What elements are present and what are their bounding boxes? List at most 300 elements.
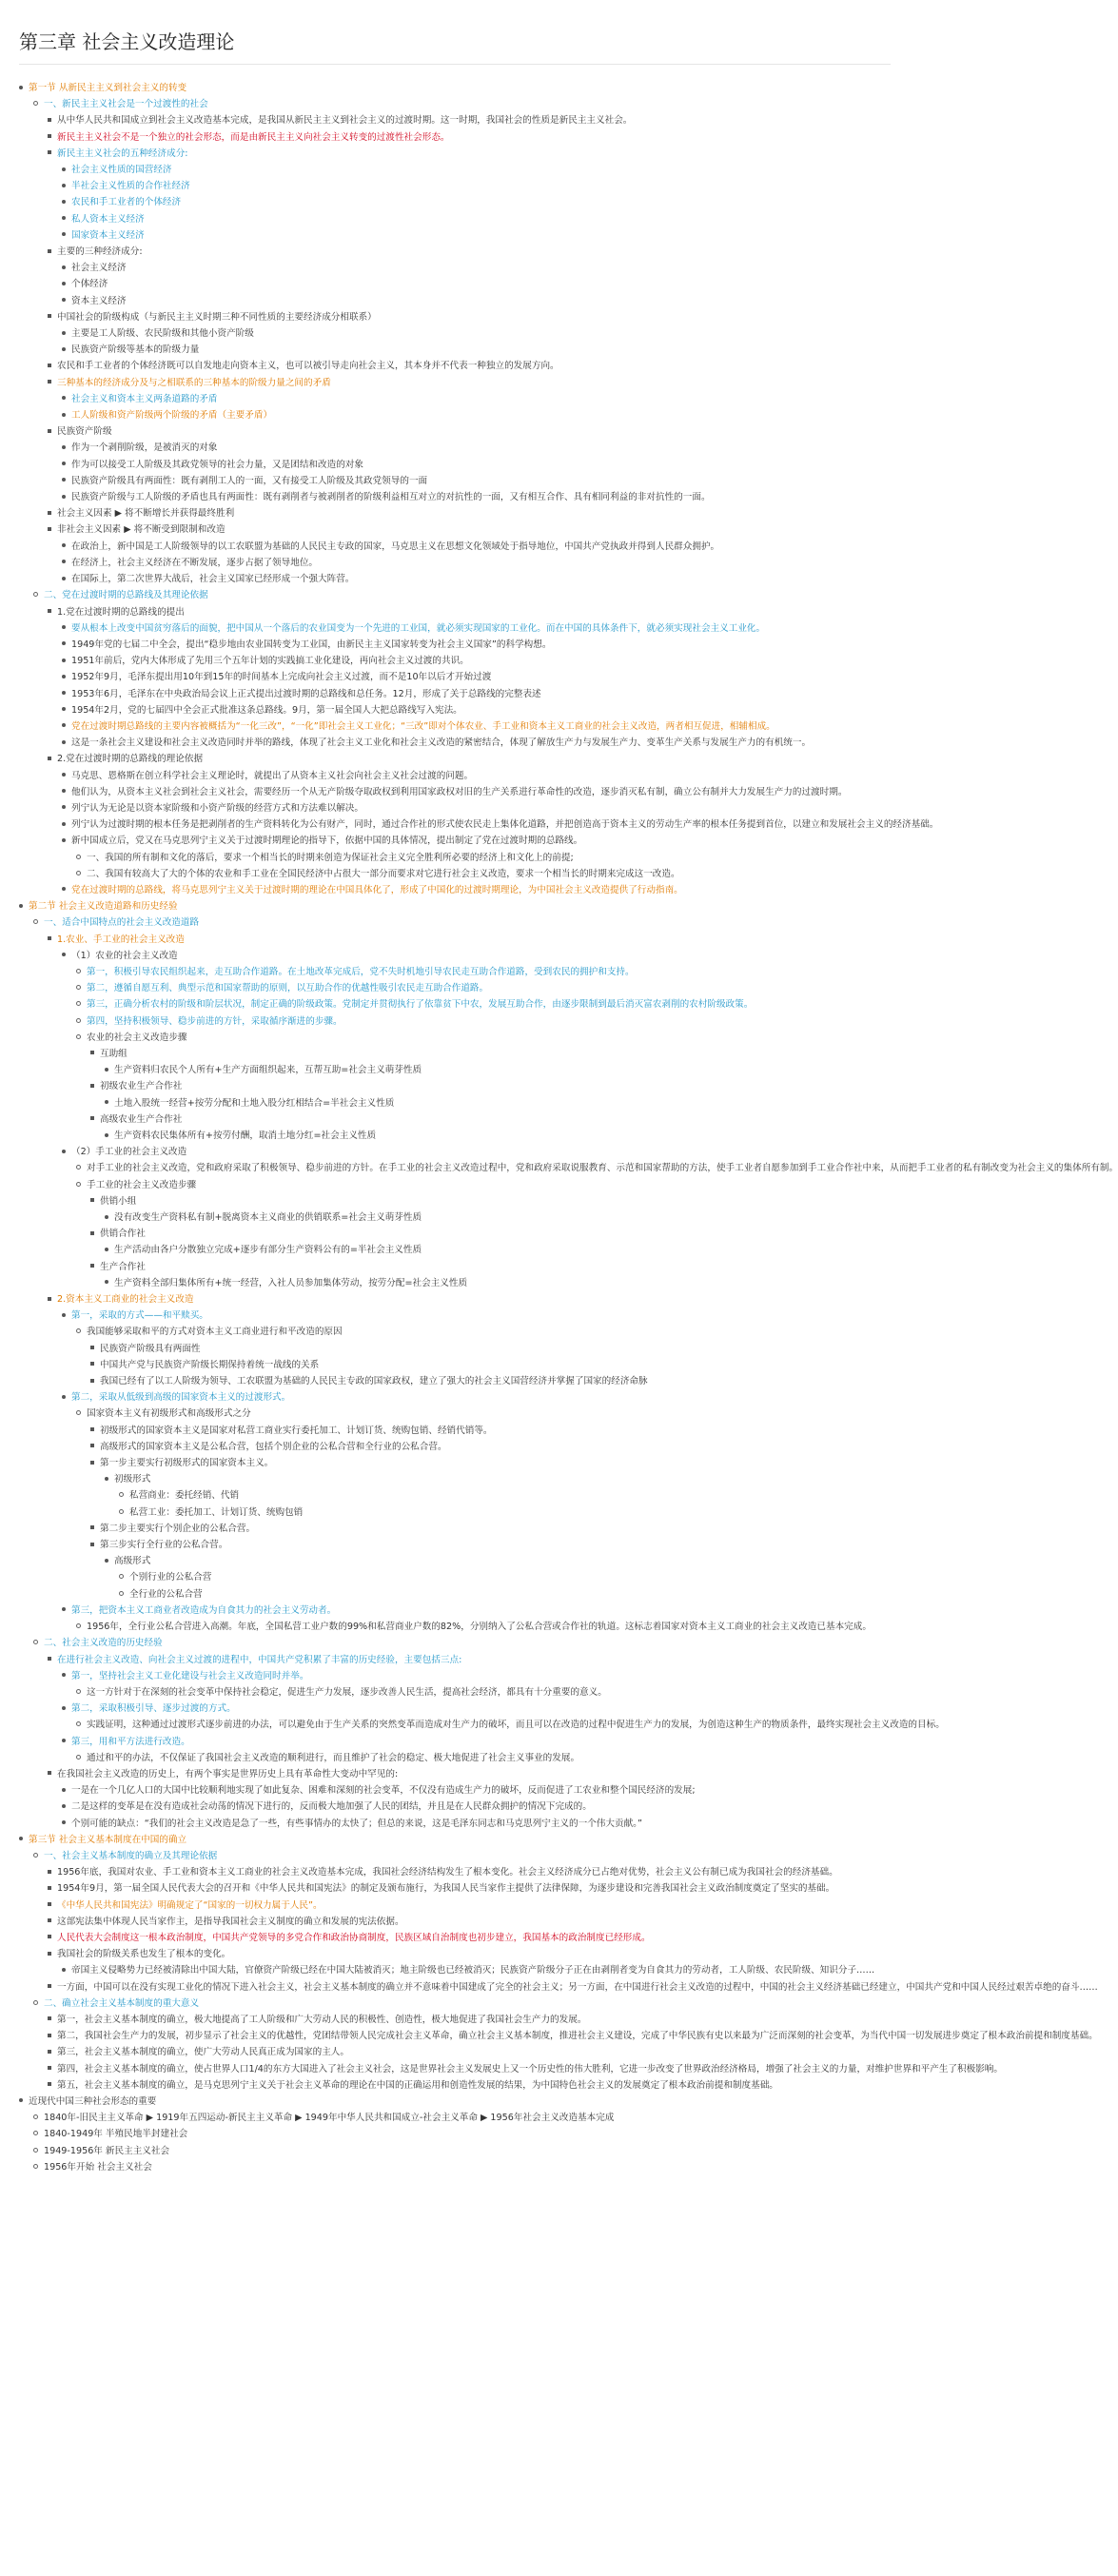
bullet-icon (62, 543, 66, 547)
outline-node[interactable] (76, 1717, 945, 1733)
outline-node[interactable] (76, 1619, 891, 1635)
bullet-icon (48, 1657, 51, 1661)
outline-text: 民族资产阶级 (57, 426, 112, 438)
outline-node[interactable] (62, 1603, 891, 1635)
bullet-icon (76, 1721, 81, 1726)
outline-node[interactable] (48, 2012, 891, 2028)
outline-node[interactable] (119, 1586, 891, 1603)
outline-row (48, 2012, 891, 2028)
outline-row (62, 162, 891, 178)
outline-text: 工人阶级和资产阶级两个阶级的矛盾（主要矛盾） (71, 410, 273, 422)
outline-text: 第一节 从新民主主义到社会主义的转变 (29, 83, 187, 93)
outline-row (62, 653, 891, 669)
outline-row (48, 1898, 891, 1914)
outline-node[interactable] (48, 2044, 891, 2060)
outline-row (90, 1521, 891, 1537)
outline-node[interactable] (62, 833, 891, 882)
outline-node[interactable] (48, 932, 1118, 1291)
outline-row (62, 1144, 891, 1160)
outline-row (76, 1619, 891, 1635)
outline-node[interactable] (105, 1242, 891, 1258)
outline-node[interactable] (33, 1848, 1098, 1996)
outline-node[interactable] (76, 1684, 891, 1701)
outline-text: 二是这样的变革是在没有造成社会动荡的情况下进行的，反而极大地加强了人民的团结，并且是在人民群众拥护的情况下完成的。 (71, 1801, 592, 1813)
outline-node[interactable] (33, 914, 1118, 1635)
outline-row (62, 407, 891, 423)
outline-node[interactable] (62, 784, 891, 800)
outline-node[interactable] (90, 1226, 891, 1258)
outline-node[interactable] (62, 800, 891, 816)
outline-node[interactable] (62, 702, 891, 718)
outline-row (76, 1160, 1118, 1176)
outline-node[interactable] (48, 358, 891, 374)
outline-node[interactable] (48, 521, 891, 587)
bullet-icon (76, 1182, 81, 1187)
outline-row (19, 1832, 891, 1848)
outline-node[interactable] (33, 1635, 945, 1831)
bullet-icon (19, 904, 23, 908)
bullet-icon (105, 1215, 108, 1219)
bullet-icon (48, 527, 51, 531)
bullet-icon (33, 2131, 38, 2135)
outline-row (48, 1864, 891, 1880)
outline-node[interactable] (90, 1373, 891, 1389)
outline-text: 1949-1956年 新民主主义社会 (44, 2145, 170, 2156)
outline-row (62, 833, 891, 849)
outline-node[interactable] (33, 96, 891, 587)
outline-node[interactable] (48, 751, 939, 898)
outline-node[interactable] (76, 850, 891, 866)
outline-node[interactable] (105, 1471, 891, 1521)
outline-row (48, 146, 891, 162)
outline-node[interactable] (62, 489, 891, 505)
outline-node[interactable] (62, 1962, 891, 1978)
outline-row (62, 489, 891, 505)
bullet-icon (48, 2082, 51, 2086)
outline-node[interactable] (76, 980, 891, 996)
outline-node[interactable] (48, 2028, 1098, 2044)
bullet-icon (76, 1328, 81, 1333)
bullet-icon (62, 1607, 66, 1611)
outline-text: 第三，正确分析农村的阶级和阶层状况，制定正确的阶级政策。党制定并贯彻执行了依靠贫下中农，发展互助合作，由逐步限制到最后消灭富农剥削的农村阶级政策。 (87, 999, 754, 1011)
outline-node[interactable] (105, 1062, 891, 1078)
outline-row (90, 1341, 891, 1357)
outline-text: 第二节 社会主义改造道路和历史经验 (29, 901, 178, 913)
bullet-icon (76, 985, 81, 990)
bullet-icon (48, 1952, 51, 1956)
outline-row (76, 1177, 891, 1193)
bullet-icon (90, 1427, 94, 1431)
outline-node[interactable] (62, 211, 891, 227)
outline-node[interactable] (76, 1324, 891, 1389)
outline-row (119, 1569, 891, 1585)
bullet-icon (48, 249, 51, 253)
outline-node[interactable] (62, 718, 891, 735)
outline-node[interactable] (62, 571, 891, 587)
outline-row (105, 1275, 891, 1291)
outline-node[interactable] (33, 2110, 891, 2126)
outline-children (90, 1242, 891, 1258)
outline-text: 资本主义经济 (71, 295, 127, 306)
outline-text: （2）手工业的社会主义改造 (71, 1147, 187, 1158)
outline-row (76, 850, 891, 866)
outline-children (48, 1668, 945, 1766)
outline-row (62, 784, 891, 800)
outline-row (33, 1848, 891, 1864)
outline-node[interactable] (62, 686, 891, 702)
outline-node[interactable] (19, 898, 1118, 1832)
outline-text: 中国共产党与民族资产阶级长期保持着统一战线的关系 (100, 1359, 320, 1370)
outline-node[interactable] (76, 964, 891, 980)
outline-row (62, 178, 891, 194)
outline-node[interactable] (119, 1569, 891, 1585)
outline-text: 列宁认为无论是以资本家阶级和小资产阶级的经营方式和方法难以解决。 (71, 802, 363, 814)
bullet-icon (48, 1918, 51, 1922)
outline-text: 第三，把资本主义工商业者改造成为自食其力的社会主义劳动者。 (71, 1604, 337, 1616)
outline-node[interactable] (62, 440, 891, 456)
outline-node[interactable] (48, 2077, 891, 2094)
outline-node[interactable] (48, 146, 891, 244)
outline-text: 民族资产阶级等基本的阶级力量 (71, 344, 200, 356)
outline-row (33, 2159, 891, 2175)
outline-node[interactable] (90, 1193, 891, 1226)
outline-text: 农民和手工业者的个体经济既可以自发地走向资本主义，也可以被引导走向社会主义，其本身并不代表一种独立的发展方向。 (57, 361, 559, 372)
outline-children (62, 1717, 945, 1733)
outline-row (62, 1782, 891, 1799)
outline (19, 80, 1118, 2175)
outline-node[interactable] (33, 1996, 1098, 2094)
outline-row (33, 2143, 891, 2159)
outline-text: 新中国成立后，党又在马克思列宁主义关于过渡时期理论的指导下，依据中国的具体情况，提出制定了党在过渡时期的总路线。 (71, 836, 583, 847)
outline-text: 马克思、恩格斯在创立科学社会主义理论时，就提出了从资本主义社会向社会主义社会过渡的问题。 (71, 770, 474, 781)
outline-text: 通过和平的办法，不仅保证了我国社会主义改造的顺利进行，而且维护了社会的稳定、极大地促进了社会主义事业的发展。 (87, 1752, 580, 1763)
outline-row (76, 1750, 891, 1766)
outline-node[interactable] (76, 1177, 891, 1291)
outline-row (90, 1455, 891, 1471)
outline-row (62, 571, 891, 587)
outline-node[interactable] (33, 2143, 891, 2159)
bullet-icon (33, 919, 38, 924)
outline-text: 1956年，全行业公私合营进入高潮。年底，全国私营工业户数的99%和私营商业户数的82%，分别纳入了公私合营或合作社的轨道。这标志着国家对资本主义工商业的社会主义改造已基本完成。 (87, 1622, 872, 1633)
outline-row (76, 996, 891, 1013)
bullet-icon (62, 282, 66, 285)
outline-row (76, 1324, 891, 1340)
outline-row (76, 1684, 891, 1701)
outline-node[interactable] (62, 539, 891, 555)
outline-children (90, 1275, 891, 1291)
outline-text: 1951年前后，党内大体形成了先用三个五年计划的实践搞工业化建设，再向社会主义过渡的共识。 (71, 656, 469, 667)
bullet-icon (48, 134, 51, 138)
outline-node[interactable] (90, 1521, 891, 1537)
outline-node[interactable] (62, 178, 891, 194)
outline-node[interactable] (76, 866, 891, 882)
outline-node[interactable] (62, 735, 891, 751)
outline-text: 1956年底，我国对农业、手工业和资本主义工商业的社会主义改造基本完成，我国社会经济结构发生了根本变化。社会主义经济成分已占绝对优势，社会主义公有制已成为我国社会的经济基础。 (57, 1867, 838, 1878)
outline-children (19, 914, 1118, 1831)
outline-node[interactable] (62, 407, 891, 423)
outline-node[interactable] (90, 1078, 891, 1111)
outline-children (62, 964, 891, 1144)
bullet-icon (48, 380, 51, 383)
outline-node[interactable] (76, 1406, 891, 1602)
outline-node[interactable] (62, 227, 891, 244)
outline-node[interactable] (62, 948, 891, 1144)
outline-text: （1）农业的社会主义改造 (71, 950, 178, 961)
outline-node[interactable] (90, 1537, 891, 1603)
outline-node[interactable] (90, 1439, 891, 1455)
outline-node[interactable] (62, 1799, 891, 1815)
outline-row (105, 1553, 891, 1569)
outline-node[interactable] (90, 1259, 891, 1291)
outline-row (90, 1046, 891, 1062)
outline-children (33, 112, 891, 587)
outline-node[interactable] (48, 2061, 1003, 2077)
outline-node[interactable] (48, 1864, 891, 1880)
outline-node[interactable] (119, 1487, 891, 1504)
outline-row (62, 702, 891, 718)
outline-text: 第二，采取积极引导、逐步过渡的方式。 (71, 1703, 236, 1715)
bullet-icon (62, 773, 66, 777)
outline-text: 三种基本的经济成分及与之相联系的三种基本的阶级力量之间的矛盾 (57, 377, 331, 388)
outline-text: 二、我国有较高大了大的个体的农业和手工业在全国民经济中占很大一部分而要求对它进行社会主义改造，要求一个相当长的时期来完成这一改造。 (87, 868, 680, 879)
bullet-icon (19, 86, 23, 89)
outline-row (48, 1930, 891, 1946)
outline-node[interactable] (62, 1308, 891, 1389)
bullet-icon (62, 1706, 66, 1710)
outline-children (33, 1864, 1098, 1996)
outline-text: 第三，用和平方法进行改造。 (71, 1736, 190, 1747)
outline-node[interactable] (62, 260, 891, 276)
bullet-icon (90, 1084, 94, 1088)
bullet-icon (48, 1984, 51, 1988)
outline-text: 2.资本主义工商业的社会主义改造 (57, 1294, 194, 1306)
outline-children (90, 1209, 891, 1226)
bullet-icon (105, 1559, 108, 1563)
outline-row (90, 1357, 891, 1373)
bullet-icon (33, 1640, 38, 1644)
outline-node[interactable] (90, 1341, 891, 1357)
outline-text: 新民主主义社会的五种经济成分: (57, 147, 188, 159)
outline-text: 第三步实行全行业的公私合营。 (100, 1540, 228, 1551)
outline-row (48, 309, 891, 325)
outline-row (62, 260, 891, 276)
outline-node[interactable] (62, 637, 891, 653)
outline-row (90, 1259, 891, 1275)
outline-node[interactable] (90, 1046, 891, 1078)
outline-node[interactable] (105, 1553, 891, 1603)
outline-row (62, 342, 891, 358)
outline-text: 列宁认为过渡时期的根本任务是把剥削者的生产资料转化为公有财产，同时，通过合作社的形式使农民走上集体化道路，并把创造高于资本主义的劳动生产率的根本任务提到首位，以建立和发展社会主义的经济基础。 (71, 819, 939, 831)
outline-text: 从中华人民共和国成立到社会主义改造基本完成，是我国从新民主主义到社会主义的过渡时期。这一时期，我国社会的性质是新民主主义社会。 (57, 115, 633, 127)
bullet-icon (62, 1804, 66, 1808)
outline-row (76, 1013, 891, 1030)
outline-node[interactable] (48, 1766, 891, 1832)
outline-node[interactable] (48, 1930, 891, 1946)
bullet-icon (90, 1525, 94, 1529)
outline-text: 党在过渡时期总路线的主要内容被概括为“一化三改”，“一化”即社会主义工业化；“三改”即对个体农业、手工业和资本主义工商业的社会主义改造，两者相互促进，相辅相成。 (71, 720, 775, 732)
bullet-icon (48, 429, 51, 433)
outline-node[interactable] (33, 587, 939, 898)
outline-text: 民族资产阶级具有两面性 (100, 1343, 201, 1354)
bullet-icon (33, 592, 38, 597)
outline-node[interactable] (62, 194, 891, 210)
outline-node[interactable] (62, 816, 939, 833)
outline-row (62, 768, 891, 784)
outline-node[interactable] (90, 1423, 891, 1439)
outline-text: 供销小组 (100, 1195, 137, 1207)
outline-node[interactable] (48, 1914, 891, 1930)
outline-node[interactable] (76, 996, 891, 1013)
outline-children (62, 1619, 891, 1635)
outline-text: 实践证明，这种通过过渡形式逐步前进的办法，可以避免由于生产关系的突然变革而造成对生产力的破坏，而且可以在改造的过程中促进生产力的发展，为创造这种生产的物质条件，最终实现社会主义改造的目标。 (87, 1720, 945, 1731)
outline-node[interactable] (105, 1209, 891, 1226)
outline-text: 1956年开始 社会主义社会 (44, 2161, 152, 2173)
bullet-icon (62, 445, 66, 449)
bullet-icon (105, 1280, 108, 1284)
outline-node[interactable] (48, 129, 891, 146)
bullet-icon (62, 232, 66, 236)
outline-node[interactable] (119, 1504, 891, 1521)
outline-node[interactable] (62, 653, 891, 669)
outline-node[interactable] (62, 391, 891, 407)
outline-node[interactable] (62, 162, 891, 178)
outline-node[interactable] (48, 244, 891, 309)
outline-node[interactable] (105, 1275, 891, 1291)
outline-node[interactable] (62, 1734, 891, 1766)
bullet-icon (62, 462, 66, 465)
bullet-icon (62, 625, 66, 629)
bullet-icon (48, 1886, 51, 1890)
outline-node[interactable] (62, 1144, 1118, 1291)
bullet-icon (105, 1100, 108, 1104)
bullet-icon (19, 2098, 23, 2102)
outline-node[interactable] (62, 669, 891, 685)
bullet-icon (76, 1034, 81, 1039)
outline-node[interactable] (62, 555, 891, 571)
bullet-icon (48, 314, 51, 318)
outline-node[interactable] (76, 1750, 891, 1766)
outline-node[interactable] (48, 1898, 891, 1914)
outline-node[interactable] (62, 1668, 891, 1701)
outline-row (62, 473, 891, 489)
outline-text: 第一，坚持社会主义工业化建设与社会主义改造同时并举。 (71, 1670, 309, 1681)
outline-node[interactable] (90, 1455, 891, 1521)
bullet-icon (48, 118, 51, 122)
outline-node[interactable] (48, 1946, 891, 1978)
outline-row (119, 1504, 891, 1521)
outline-node[interactable] (33, 2159, 891, 2175)
outline-text: 第一，社会主义基本制度的确立，极大地提高了工人阶级和广大劳动人民的积极性、创造性，极大地促进了我国社会生产力的发展。 (57, 2014, 587, 2025)
outline-text: 第一，积极引导农民组织起来，走互助合作道路。在土地改革完成后，党不失时机地引导农民走互助合作道路，受到农民的拥护和支持。 (87, 966, 635, 977)
outline-row (19, 80, 891, 96)
outline-text: 近现代中国三种社会形态的重要 (29, 2095, 157, 2107)
outline-children (76, 1046, 891, 1144)
outline-text: 生产活动由各户分散独立完成+逐步有部分生产资料公有的=半社会主义性质 (114, 1245, 422, 1256)
outline-text: 二、党在过渡时期的总路线及其理论依据 (44, 590, 208, 601)
outline-node[interactable] (62, 768, 891, 784)
outline-node[interactable] (62, 473, 891, 489)
outline-node[interactable] (76, 1013, 891, 1030)
outline-node[interactable] (62, 882, 891, 898)
outline-row (105, 1209, 891, 1226)
bullet-icon (62, 167, 66, 171)
outline-node[interactable] (19, 2094, 891, 2175)
bullet-icon (119, 1591, 124, 1596)
outline-text: 1.党在过渡时期的总路线的提出 (57, 606, 185, 618)
outline-node[interactable] (48, 309, 891, 359)
outline-node[interactable] (62, 457, 891, 473)
outline-node[interactable] (48, 375, 891, 424)
outline-row (19, 898, 891, 914)
outline-node[interactable] (62, 1701, 945, 1733)
outline-node[interactable] (48, 423, 891, 505)
bullet-icon (48, 511, 51, 515)
outline-node[interactable] (48, 604, 891, 752)
outline-node[interactable] (48, 1291, 891, 1635)
outline-node[interactable] (33, 2126, 891, 2142)
bullet-icon (90, 1198, 94, 1202)
outline-row (33, 587, 891, 603)
bullet-icon (76, 1755, 81, 1760)
outline-node[interactable] (90, 1111, 891, 1144)
outline-node[interactable] (19, 80, 939, 898)
outline-node[interactable] (62, 1816, 891, 1832)
outline-node[interactable] (105, 1095, 891, 1111)
outline-row (90, 1111, 891, 1128)
outline-row (105, 1471, 891, 1487)
outline-row (33, 96, 891, 112)
outline-text: 主要是工人阶级、农民阶级和其他小资产阶级 (71, 328, 254, 340)
bullet-icon (62, 805, 66, 809)
outline-node[interactable] (48, 505, 891, 521)
bullet-icon (62, 953, 66, 956)
bullet-icon (48, 757, 51, 760)
outline-text: 没有改变生产资料私有制+脱离资本主义商业的供销联系=社会主义萌芽性质 (114, 1212, 422, 1224)
bullet-icon (62, 347, 66, 351)
outline-node[interactable] (19, 1832, 1098, 2094)
outline-node[interactable] (48, 1979, 1098, 1996)
outline-node[interactable] (76, 1160, 1118, 1176)
outline-text: 一、我国的所有制和文化的落后，要求一个相当长的时期来创造为保证社会主义完全胜利所必要的经济上和文化上的前提; (87, 852, 574, 863)
outline-text: 2.党在过渡时期的总路线的理论依据 (57, 754, 204, 765)
outline-text: 在经济上，社会主义经济在不断发展，逐步占据了领导地位。 (71, 557, 319, 568)
outline-node[interactable] (62, 293, 891, 309)
page-title: 第三章 社会主义改造理论 (19, 27, 891, 65)
outline-row (48, 521, 891, 538)
bullet-icon (62, 675, 66, 678)
outline-node[interactable] (62, 325, 891, 342)
outline-node[interactable] (62, 1389, 891, 1603)
bullet-icon (76, 1001, 81, 1006)
outline-text: 民族资产阶级与工人阶级的矛盾也具有两面性：既有剥削者与被剥削者的阶级利益相互对立的对抗性的一面，又有相互合作、具有相同利益的非对抗性的一面。 (71, 492, 711, 503)
outline-node[interactable] (62, 342, 891, 358)
outline-node[interactable] (76, 1030, 891, 1144)
outline-node[interactable] (48, 1652, 945, 1766)
outline-node[interactable] (90, 1357, 891, 1373)
outline-node[interactable] (105, 1128, 891, 1144)
outline-text: 在国际上，第二次世界大战后，社会主义国家已经形成一个强大阵营。 (71, 574, 355, 585)
outline-children (76, 1423, 891, 1603)
outline-node[interactable] (62, 620, 891, 637)
outline-node[interactable] (48, 112, 891, 128)
outline-text: 我国社会的阶级关系也发生了根本的变化。 (57, 1949, 231, 1960)
outline-node[interactable] (48, 1880, 891, 1897)
outline-row (48, 604, 891, 620)
outline-text: 1.农业、手工业的社会主义改造 (57, 934, 185, 945)
outline-text: 中国社会的阶级构成（与新民主主义时期三种不同性质的主要经济成分相联系） (57, 311, 377, 323)
outline-node[interactable] (62, 1782, 891, 1799)
outline-node[interactable] (62, 276, 891, 292)
